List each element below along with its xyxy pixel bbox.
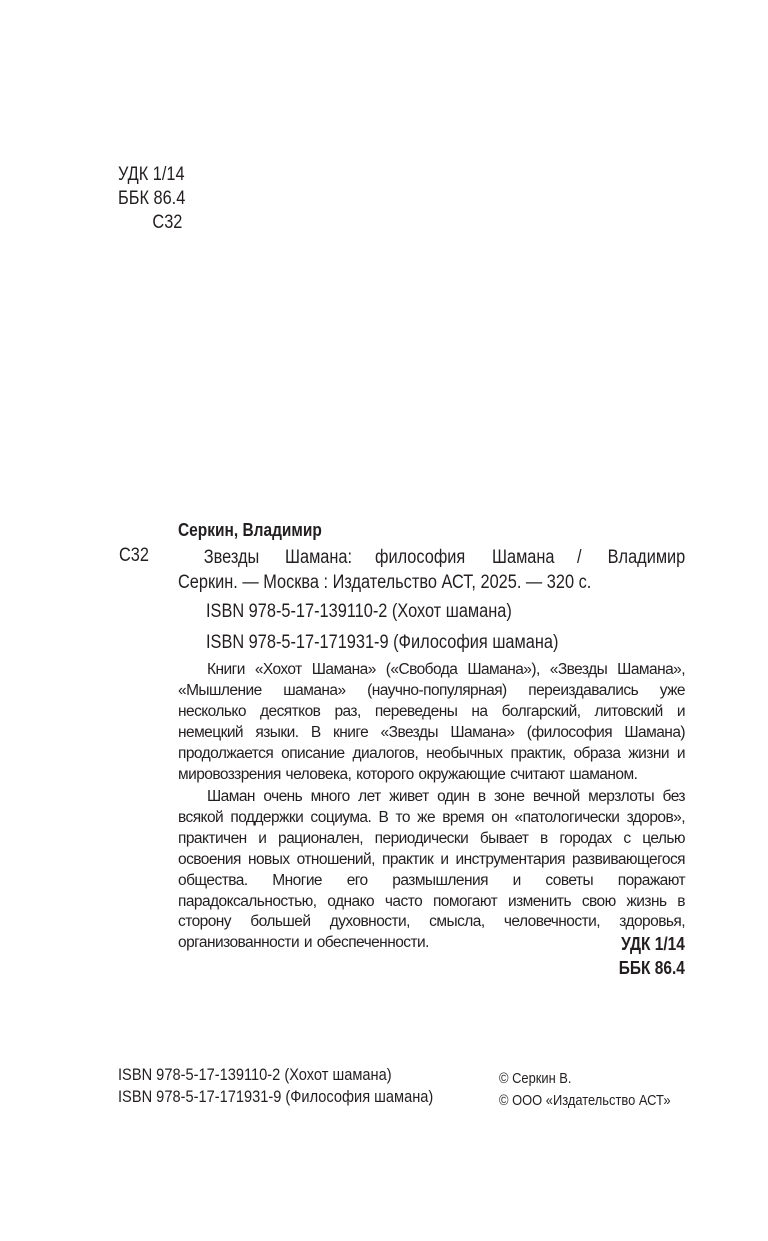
card-author: Серкин, Владимир — [178, 520, 322, 540]
card-title-block — [178, 545, 685, 595]
annotation-paragraph-2 — [178, 787, 685, 954]
udk-code: УДК 1/14 — [621, 934, 685, 954]
footer-isbn-2: ISBN 978-5-17-171931-9 (Философия шамана) — [118, 1087, 434, 1106]
title-word: / — [577, 547, 582, 568]
author-mark: С32 — [152, 212, 183, 233]
card-title-line-1 — [178, 545, 685, 570]
title-word: Владимир — [607, 547, 685, 568]
title-word: Звезды — [203, 547, 260, 568]
bbk-code: ББК 86.4 — [118, 188, 186, 209]
copyright-author: © Серкин В. — [499, 1070, 572, 1087]
footer-isbn-block — [118, 1064, 485, 1108]
copyright-publisher: © ООО «Издательство АСТ» — [499, 1092, 671, 1109]
classification-top — [118, 163, 196, 235]
bbk-code: ББК 86.4 — [618, 958, 685, 978]
copyright-block — [499, 1068, 698, 1112]
card-title-line-2: Серкин. — Москва : Издательство АСТ, 2025. — 320 с. — [178, 572, 592, 593]
annotation-text: Книги «Хохот Шамана» («Свобода Шамана»), «Звезды Шамана», «Мышление шамана» (научно-популярная) переиздавались уже несколько десятков раз, переведены на болгарский, литовский и немецкий языки. В книге «Звезды Шамана» (философия Шамана) продолжается описание диалогов, необычных практик, образа жизни и мировоззрения человека, которого окружающие считают шаманом. — [178, 661, 685, 783]
annotation-paragraph-1 — [178, 660, 685, 785]
card-author-mark: С32 — [119, 545, 149, 566]
classification-bottom — [608, 932, 685, 980]
title-word: Шамана: — [284, 547, 352, 568]
card-isbn-1: ISBN 978-5-17-139110-2 (Хохот шамана) — [206, 601, 512, 622]
title-word: философия — [375, 547, 466, 568]
footer-isbn-1: ISBN 978-5-17-139110-2 (Хохот шамана) — [118, 1065, 392, 1084]
title-word: Шамана — [492, 547, 555, 568]
card-isbn-2: ISBN 978-5-17-171931-9 (Философия шамана) — [206, 632, 559, 653]
udk-code: УДК 1/14 — [118, 164, 185, 185]
annotation-text: Шаман очень много лет живет один в зоне вечной мерзлоты без всякой поддержки социума. В то же время он «патологически здоров», практичен и рационален, периодически бывает в городах с целью освоения новых отношений, практик и инструментария развивающегося общества. Многие его размышления и советы поражают парадоксальностью, однако часто помогают изменить свою жизнь в сторону большей духовности, смысла, человечности, здоровья, организованности и обеспеченности. — [178, 788, 685, 952]
